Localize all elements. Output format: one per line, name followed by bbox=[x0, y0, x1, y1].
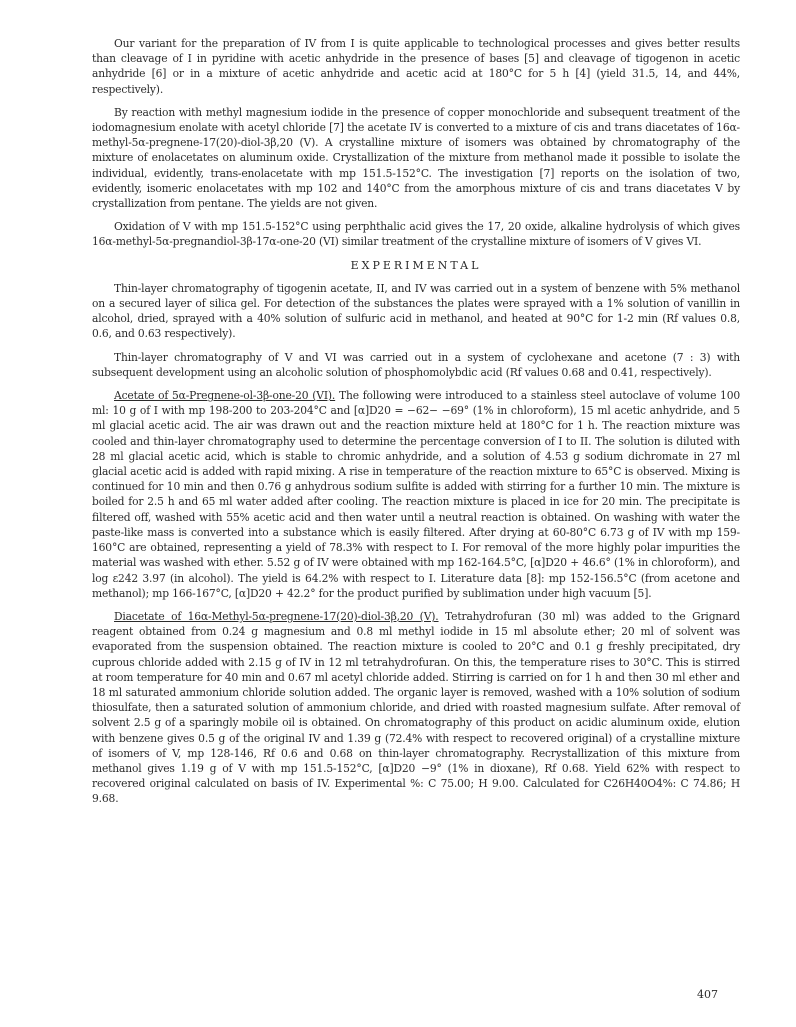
paragraph-intro-3: Oxidation of V with mp 151.5-152°C using perphthalic acid gives the 17, 20 oxide, alkaline hydrolysis of which gives 16α-methyl-5α-pregnandiol-3β-17α-one-20 (VI) similar treatment of the crystalline mixture of isomers of V gives VI. bbox=[92, 220, 740, 249]
diacetate-heading: Diacetate of 16α-Methyl-5α-pregnene-17(20)-diol-3β,20 (V). bbox=[114, 609, 439, 623]
paragraph-tlc-2: Thin-layer chromatography of V and VI was carried out in a system of cyclohexane and acetone (7 : 3) with subsequent development using an alcoholic solution of phosphomolybdic acid (Rf values 0.68 and 0.41, respectively). bbox=[92, 350, 740, 379]
page-number: 407 bbox=[697, 988, 718, 1001]
section-heading-experimental: EXPERIMENTAL bbox=[350, 258, 482, 272]
diacetate-body: Tetrahydrofuran (30 ml) was added to the Grignard reagent obtained from 0.24 g magnesium and 0.8 ml methyl iodide in 15 ml absolute ether; 20 ml of solvent was evaporated from the suspension obtained. The reaction mixture is cooled to 20°C and 0.1 g freshly precipitated, dry cuprous chloride added with 2.15 g of IV in 12 ml tetrahydrofuran. On this, the temperature rises to 30°C. This is stirred at room temperature for 40 min and 0.67 ml acetyl chloride added. Stirring is carried on for 1 h and then 30 ml ether and 18 ml saturated ammonium chloride solution added. The organic layer is removed, washed with a 10% solution of sodium thiosulfate, then a saturated solution of ammonium chloride, and dried with roasted magnesium sulfate. After removal of solvent 2.5 g of a sparingly mobile oil is obtained. On chromatography of this product on acidic aluminum oxide, elution with benzene gives 0.5 g of the original IV and 1.39 g (72.4% with respect to recovered original) of a crystalline mixture of isomers of V, mp 128-146, Rf 0.6 and 0.68 on thin-layer chromatography. Recrystallization of this mixture from methanol gives 1.19 g of V with mp 151.5-152°C, [α]D20 −9° (1% in dioxane), Rf 0.68. Yield 62% with respect to recovered original calculated on basis of IV. Experimental %: C 75.00; H 9.00. Calculated for C26H40O4%: C 74.86; H 9.68. bbox=[92, 609, 740, 806]
paragraph-intro-2: By reaction with methyl magnesium iodide in the presence of copper monochloride and subsequent treatment of the iodomagnesium enolate with acetyl chloride [7] the acetate IV is converted to a mixture of cis and trans diacetates of 16α-methyl-5α-pregnene-17(20)-diol-3β,20 (V). A crystalline mixture of isomers was obtained by chromatography of the mixture of enolacetates on aluminum oxide. Crystallization of the mixture from methanol made it possible to isolate the individual, evidently, trans-enolacetate with mp 151.5-152°C. The investigation [7] reports on the isolation of two, evidently, isomeric enolacetates with mp 102 and 140°C from the amorphous mixture of cis and trans diacetates V by crystallization from pentane. The yields are not given. bbox=[92, 105, 740, 211]
paragraph-tlc-1: Thin-layer chromatography of tigogenin acetate, II, and IV was carried out in a system of benzene with 5% methanol on a secured layer of silica gel. For detection of the substances the plates were sprayed with a 1% solution of vanillin in alcohol, dried, sprayed with a 40% solution of sulfuric acid in methanol, and heated at 90°C for 1-2 min (Rf values 0.8, 0.6, and 0.63 respectively). bbox=[92, 281, 740, 341]
acetate-heading: Acetate of 5α-Pregnene-ol-3β-one-20 (VI). bbox=[114, 389, 336, 403]
paragraph-diacetate bbox=[92, 609, 740, 807]
paragraph-acetate bbox=[92, 388, 740, 601]
paragraph-intro-1: Our variant for the preparation of IV from I is quite applicable to technological processes and gives better results than cleavage of I in pyridine with acetic anhydride in the presence of bases [5] and cleavage of tigogenon in acetic anhydride [6] or in a mixture of acetic anhydride and acetic acid at 180°C for 5 h [4] (yield 31.5, 14, and 44%, respectively). bbox=[92, 37, 740, 96]
text-column bbox=[92, 36, 740, 815]
acetate-body: The following were introduced to a stainless steel autoclave of volume 100 ml: 10 g of I with mp 198-200 to 203-204°C and [α]D20 = −62− −69° (1% in chloroform), 15 ml acetic anhydride, and 5 ml glacial acetic acid. The air was drawn out and the reaction mixture held at 180°C for 1 h. The reaction mixture was cooled and thin-layer chromatography used to determine the percentage conversion of I to II. The solution is diluted with 28 ml glacial acetic acid, which is stable to chromic anhydride, and a solution of 4.53 g sodium dichromate in 27 ml glacial acetic acid is added with rapid mixing. A rise in temperature of the reaction mixture to 65°C is observed. Mixing is continued for 10 min and then 0.76 g anhydrous sodium sulfite is added with stirring for a further 10 min. The mixture is boiled for 2.5 h and 65 ml water added after cooling. The reaction mixture is placed in ice for 20 min. The precipitate is filtered off, washed with 55% acetic acid and then water until a neutral reaction is obtained. On washing with water the paste-like mass is converted into a substance which is easily filtered. After drying at 60-80°C 6.73 g of IV with mp 159-160°C are obtained, representing a yield of 78.3% with respect to I. For removal of the more highly polar impurities the material was washed with ether. 5.52 g of IV were obtained with mp 162-164.5°C, [α]D20 + 46.6° (1% in chloroform), and log ε242 3.97 (in alcohol). The yield is 64.2% with respect to I. Literature data [8]: mp 152-156.5°C (from acetone and methanol); mp 166-167°C, [α]D20 + 42.2° for the product purified by sublimation under high vacuum [5]. bbox=[92, 389, 741, 600]
